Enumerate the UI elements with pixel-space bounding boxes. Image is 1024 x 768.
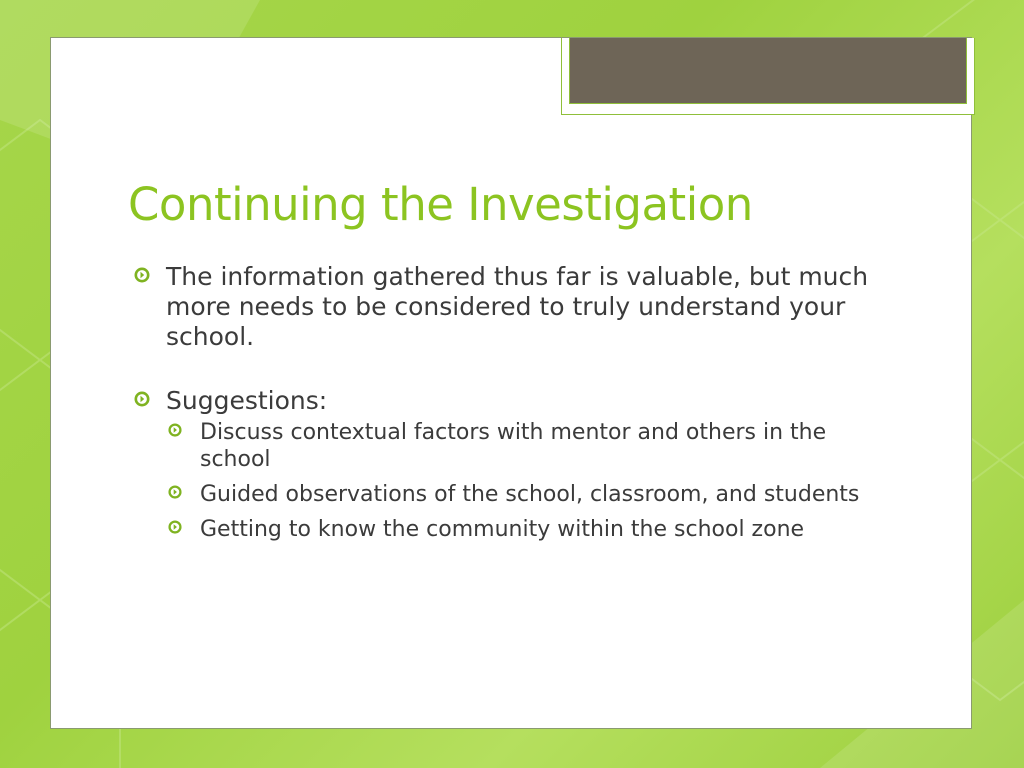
sub-bullet-text: Getting to know the community within the school zone bbox=[200, 517, 805, 542]
circle-arrow-icon bbox=[168, 520, 182, 534]
sub-bullet-item bbox=[166, 481, 872, 508]
sub-bullet-text: Guided observations of the school, classroom, and students bbox=[200, 482, 860, 507]
sub-bullet-text: Discuss contextual factors with mentor and others in the school bbox=[200, 420, 827, 472]
bullet-text: The information gathered thus far is valuable, but much more needs to be considered to truly understand your school. bbox=[166, 262, 869, 351]
bullet-list bbox=[132, 262, 872, 551]
sub-bullet-list bbox=[166, 419, 872, 543]
circle-arrow-icon bbox=[134, 391, 150, 407]
bullet-item bbox=[132, 386, 872, 543]
title-tab-fill bbox=[569, 38, 967, 104]
bullet-text: Suggestions: bbox=[166, 386, 328, 415]
bullet-item bbox=[132, 262, 872, 352]
sub-bullet-item bbox=[166, 516, 872, 543]
slide-title: Continuing the Investigation bbox=[128, 178, 753, 231]
circle-arrow-icon bbox=[168, 423, 182, 437]
circle-arrow-icon bbox=[168, 485, 182, 499]
circle-arrow-icon bbox=[134, 267, 150, 283]
title-tab-frame bbox=[561, 38, 975, 115]
sub-bullet-item bbox=[166, 419, 872, 473]
